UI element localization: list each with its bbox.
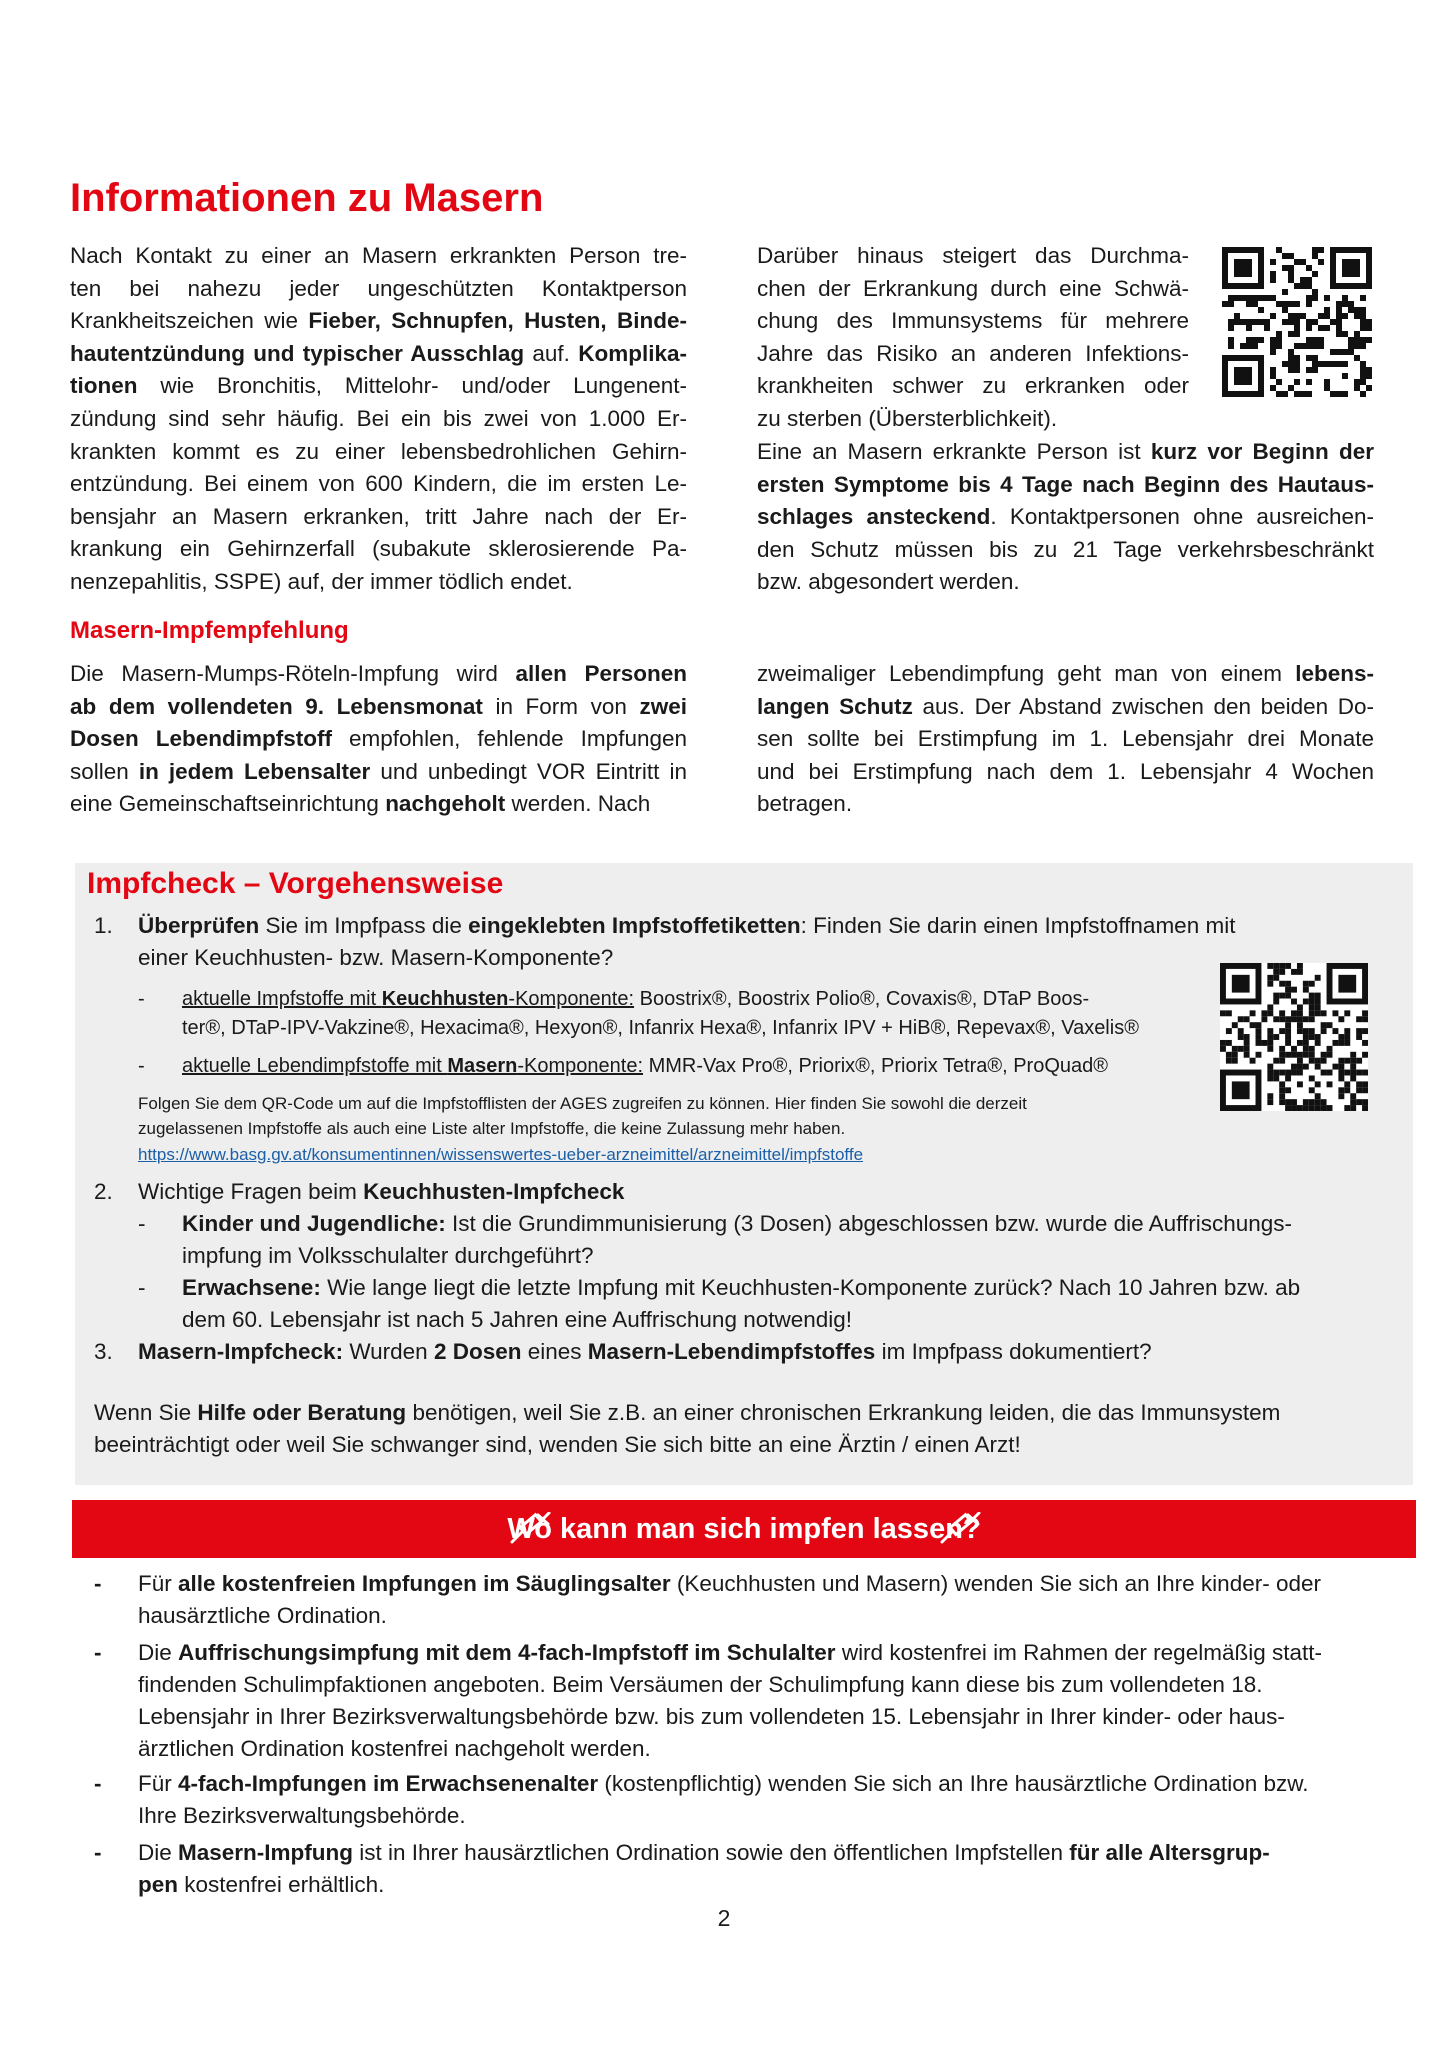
text-run: krankheiten schwer zu erkranken oder (757, 373, 1189, 399)
text-line (70, 468, 687, 501)
text-line (757, 403, 1189, 436)
text-run: ist in Ihrer hausärztlichen Ordination sowie den öffentlichen Impfstellen (353, 1840, 1070, 1865)
text-line (138, 1600, 1321, 1632)
text-line (757, 436, 1374, 469)
text-run: Ihre Bezirksverwaltungsbehörde. (138, 1803, 466, 1828)
text-line (757, 788, 1374, 821)
bold-run: zwei (639, 693, 687, 719)
text-line (138, 1637, 1322, 1669)
text-line (138, 942, 1235, 974)
text-run: Krankheitszeichen wie (70, 308, 309, 334)
text-run: beeinträchtigt oder weil Sie schwanger sind, wenden Sie sich bitte an eine Ärztin / einen Arzt! (94, 1432, 1021, 1457)
text-run: Eine an Masern erkrankte Person ist (757, 439, 1151, 464)
text-line (70, 788, 687, 821)
text-line (757, 338, 1189, 371)
text-run: krankung ein Gehirnzerfall (subakute sklerosierende Pa- (70, 536, 687, 562)
dash-children: - (138, 1211, 146, 1236)
bold-run: Masern-Impfung (178, 1840, 354, 1865)
text-run: MMR-Vax Pro®, Priorix®, Priorix Tetra®, ProQuad® (643, 1055, 1108, 1077)
text-run: zündung sind sehr häufig. Bei ein bis zwei von 1.000 Er- (70, 405, 687, 431)
bold-run: Auffrischungsimpfung mit dem 4-fach-Impfstoff im Schulalter (178, 1640, 836, 1665)
bold-run: lebens- (1295, 661, 1374, 686)
text-run: Jahre das Risiko an anderen Infektions- (757, 340, 1189, 366)
text-run: wird kostenfrei im Rahmen der regelmäßig statt- (835, 1640, 1322, 1665)
bold-run: ab dem vollendeten 9. Lebensmonat (70, 693, 483, 719)
text-line (757, 658, 1374, 691)
text-line (70, 273, 687, 306)
adults-question (182, 1272, 1300, 1336)
text-line (182, 985, 1139, 1014)
text-run: Sie im Impfpass die (259, 913, 469, 938)
where-item-1 (138, 1568, 1321, 1632)
dash-adults: - (138, 1275, 146, 1300)
text-run: . Kontaktpersonen ohne ausreichen- (990, 504, 1374, 530)
bold-run: Masern (447, 1055, 518, 1077)
text-run: Wie lange liegt die letzte Impfung mit Keuchhusten-Komponente zurück? Nach 10 Jahren bzw. ab (320, 1275, 1301, 1300)
text-run: findenden Schulimpfaktionen angeboten. Beim Versäumen der Schulimpfung kann diese bis zum vollendeten 18. (138, 1672, 1263, 1697)
text-line (138, 1733, 1322, 1765)
text-run: Nach Kontakt zu einer an Masern erkrankten Person tre- (70, 243, 687, 268)
step-1-text (138, 910, 1235, 974)
text-run: eine Gemeinschaftseinrichtung (70, 791, 386, 817)
bold-run: Masern-Impfcheck: (138, 1339, 344, 1364)
bold-run: kurz vor Beginn der (1150, 439, 1374, 464)
text-run: wie Bronchitis, Mittelohr- und/oder Lungenent- (137, 373, 687, 399)
text-line (70, 723, 687, 756)
where-item-2 (138, 1637, 1322, 1765)
text-run: kostenfrei erhältlich. (178, 1872, 385, 1897)
bold-run: eingeklebten Impfstoffetiketten (468, 913, 801, 938)
text-run: empfohlen, fehlende Impfungen (332, 726, 687, 752)
text-run: Wurden (343, 1339, 434, 1364)
text-run: Boostrix®, Boostrix Polio®, Covaxis®, DTaP Boos- (634, 988, 1090, 1010)
text-run: (Keuchhusten und Masern) wenden Sie sich an Ihre kinder- oder (670, 1571, 1321, 1596)
bold-run: Masern-Lebendimpfstoffes (587, 1339, 876, 1364)
text-line (757, 240, 1189, 273)
impfcheck-title: Impfcheck – Vorgehensweise (87, 867, 504, 900)
where-banner (72, 1500, 1416, 1558)
pertussis-vaccines (182, 985, 1139, 1043)
text-run: den Schutz müssen bis zu 21 Tage verkehrsbeschränkt (757, 536, 1374, 562)
text-run: zweimaliger Lebendimpfung geht man von einem (757, 661, 1296, 686)
text-run: Die (138, 1840, 179, 1865)
text-line (757, 566, 1374, 599)
text-line (757, 305, 1189, 338)
text-run: zu sterben (Übersterblichkeit). (757, 405, 1058, 431)
text-run: -Komponente: (517, 1055, 644, 1077)
bold-run: tionen (70, 373, 138, 399)
text-line (70, 756, 687, 789)
text-run: krankten kommt es zu einer lebensbedrohlichen Gehirn- (70, 438, 687, 464)
text-run: Lebensjahr in Ihrer Bezirksverwaltungsbehörde bzw. bis zum vollendeten 15. Lebensjahr in Ihrer kinder- oder haus- (138, 1704, 1285, 1729)
text-line (138, 910, 1235, 942)
bold-run: Hilfe oder Beratung (197, 1400, 407, 1425)
where-item-3 (138, 1768, 1309, 1832)
bold-run: Keuchhusten (381, 988, 509, 1010)
page-title: Informationen zu Masern (70, 176, 544, 220)
recommendation-right (757, 658, 1374, 821)
text-run: eines (521, 1339, 588, 1364)
measles-vaccines (182, 1052, 1108, 1081)
text-line (70, 533, 687, 566)
intro-right-paragraph (757, 436, 1374, 599)
text-run: und bei Erstimpfung nach dem 1. Lebensjahr 4 Wochen (757, 758, 1374, 784)
bold-run: für alle Altersgrup- (1069, 1840, 1270, 1865)
text-run: bensjahr an Masern erkranken, tritt Jahre nach der Er- (70, 503, 687, 529)
text-run: benötigen, weil Sie z.B. an einer chronischen Erkrankung leiden, die das Immunsystem (406, 1400, 1281, 1425)
text-line (70, 305, 687, 338)
text-line (70, 658, 687, 691)
text-run: in Form von (482, 693, 640, 719)
text-run: aus. Der Abstand zwischen den beiden Do- (912, 693, 1374, 719)
text-run: dem 60. Lebensjahr ist nach 5 Jahren eine Auffrischung notwendig! (182, 1307, 853, 1332)
text-line (757, 501, 1374, 534)
text-line (70, 370, 687, 403)
text-line (757, 723, 1374, 756)
text-run: auf. (524, 340, 579, 366)
bold-run: ersten Symptome bis 4 Tage nach Beginn des Hautaus- (757, 471, 1374, 497)
text-run: (kostenpflichtig) wenden Sie sich an Ihre hausärztliche Ordination bzw. (598, 1771, 1309, 1796)
text-run: Die Masern-Mumps-Röteln-Impfung wird (70, 661, 516, 686)
bold-run: in jedem Lebensalter (138, 758, 371, 784)
bold-run: Erwachsene: (182, 1275, 321, 1300)
text-run: Wenn Sie (94, 1400, 198, 1425)
text-line (70, 403, 687, 436)
text-run: betragen. (757, 791, 853, 817)
text-run: Wichtige Fragen beim (138, 1179, 364, 1204)
bold-run: langen Schutz (757, 693, 913, 719)
qr-note-line-2: zugelassenen Impfstoffe als auch eine Liste alter Impfstoffe, die keine Zulassung mehr haben. (138, 1119, 846, 1138)
bold-run: pen (138, 1872, 179, 1897)
text-line (182, 1240, 1292, 1272)
text-line (182, 1304, 1300, 1336)
text-line (70, 338, 687, 371)
text-line (757, 691, 1374, 724)
page-number: 2 (717, 1905, 731, 1931)
step-3-number: 3. (94, 1339, 113, 1364)
step-2-number: 2. (94, 1179, 113, 1204)
text-line (182, 1272, 1300, 1304)
bold-run: hautentzündung und typischer Ausschlag (70, 340, 525, 366)
text-line (70, 240, 687, 273)
qr-code-measles-info[interactable] (1222, 247, 1372, 397)
text-line (70, 691, 687, 724)
text-run: im Impfpass dokumentiert? (875, 1339, 1152, 1364)
recommendation-left (70, 658, 687, 821)
intro-left-paragraph (70, 240, 687, 599)
text-run: ter®, DTaP-IPV-Vakzine®, Hexacima®, Hexyon®, Infanrix Hexa®, Infanrix IPV + HiB®, Repevax®, Vaxelis® (182, 1017, 1139, 1039)
basg-link[interactable]: https://www.basg.gv.at/konsumentinnen/wissenswertes-ueber-arzneimittel/arzneimittel/impfstoffe (138, 1145, 864, 1164)
text-run: : Finden Sie darin einen Impfstoffnamen mit (800, 913, 1236, 938)
text-line (70, 566, 687, 599)
bold-run: Dosen Lebendimpfstoff (70, 726, 333, 752)
text-line (757, 469, 1374, 502)
text-run: Ist die Grundimmunisierung (3 Dosen) abgeschlossen bzw. wurde die Auffrischungs- (445, 1211, 1293, 1236)
bold-run: Komplika- (578, 340, 687, 366)
text-run: aktuelle Lebendimpfstoffe mit (182, 1055, 448, 1077)
dash-pertussis: - (138, 988, 145, 1010)
bold-run: alle kostenfreien Impfungen im Säuglingsalter (178, 1571, 671, 1596)
text-run: Darüber hinaus steigert das Durchma- (757, 243, 1189, 268)
text-line (138, 1701, 1322, 1733)
where-item-4 (138, 1837, 1270, 1901)
help-paragraph (94, 1397, 1280, 1461)
step-1-number: 1. (94, 913, 113, 938)
text-run: -Komponente: (508, 988, 635, 1010)
bold-run: nachgeholt (385, 791, 506, 817)
text-run: aktuelle Impfstoffe mit (182, 988, 382, 1010)
text-run: und unbedingt VOR Eintritt in (370, 758, 687, 784)
text-line (138, 1768, 1309, 1800)
text-line (94, 1429, 1280, 1461)
qr-note-line-1: Folgen Sie dem QR-Code um auf die Impfstofflisten der AGES zugreifen zu können. Hier finden Sie sowohl die derzeit (138, 1094, 1027, 1113)
bold-run: 2 Dosen (433, 1339, 522, 1364)
text-line (757, 534, 1374, 567)
text-run: Für (138, 1771, 179, 1796)
text-run: hausärztliche Ordination. (138, 1603, 387, 1628)
text-line (138, 1568, 1321, 1600)
children-question (182, 1208, 1292, 1272)
text-line (70, 501, 687, 534)
text-line (182, 1208, 1292, 1240)
text-run: impfung im Volksschulalter durchgeführt? (182, 1243, 594, 1268)
bold-run: 4-fach-Impfungen im Erwachsenenalter (178, 1771, 599, 1796)
qr-code-vaccine-list[interactable] (1220, 963, 1368, 1111)
text-line (757, 756, 1374, 789)
text-run: entzündung. Bei einem von 600 Kindern, die im ersten Le- (70, 471, 687, 497)
text-line (70, 436, 687, 469)
text-run: werden. Nach (505, 791, 651, 817)
where-dash-1: - (94, 1571, 102, 1596)
where-dash-4: - (94, 1840, 102, 1865)
text-run: Die (138, 1640, 179, 1665)
text-line (138, 1800, 1309, 1832)
text-line (94, 1397, 1280, 1429)
bold-run: Keuchhusten-Impfcheck (363, 1179, 625, 1204)
text-run: einer Keuchhusten- bzw. Masern-Komponente? (138, 945, 614, 970)
text-line (138, 1837, 1270, 1869)
syringe-icon (938, 1512, 982, 1551)
dash-measles: - (138, 1055, 145, 1077)
bold-run: Kinder und Jugendliche: (182, 1211, 446, 1236)
text-line (138, 1669, 1322, 1701)
bold-run: allen Personen (515, 661, 687, 686)
bold-run: Fieber, Schnupfen, Husten, Binde- (308, 308, 687, 334)
text-run: sen sollte bei Erstimpfung im 1. Lebensjahr drei Monate (757, 726, 1374, 752)
text-line (138, 1869, 1270, 1901)
bold-run: schlages ansteckend (757, 504, 991, 530)
intro-right-paragraph-qr (757, 240, 1189, 436)
step-3-text (138, 1336, 1152, 1368)
text-line (182, 1014, 1139, 1043)
text-run: nenzepahlitis, SSPE) auf, der immer tödlich endet. (70, 568, 573, 594)
where-banner-title: Wo kann man sich impfen lassen? (507, 1513, 981, 1545)
text-line (757, 370, 1189, 403)
text-run: ten bei nahezu jeder ungeschützten Kontaktperson (70, 275, 687, 301)
text-run: ärztlichen Ordination kostenfrei nachgeholt werden. (138, 1736, 651, 1761)
bold-run: Überprüfen (138, 913, 260, 938)
where-dash-2: - (94, 1640, 102, 1665)
text-run: bzw. abgesondert werden. (757, 569, 1020, 595)
step-2-text (138, 1176, 624, 1208)
text-run: chen der Erkrankung durch eine Schwä- (757, 275, 1189, 301)
text-run: sollen (70, 758, 139, 784)
text-line (757, 273, 1189, 306)
recommendation-heading: Masern-Impfempfehlung (70, 617, 349, 644)
where-dash-3: - (94, 1771, 102, 1796)
text-run: chung des Immunsystems für mehrere (757, 308, 1189, 334)
text-run: Für (138, 1571, 179, 1596)
